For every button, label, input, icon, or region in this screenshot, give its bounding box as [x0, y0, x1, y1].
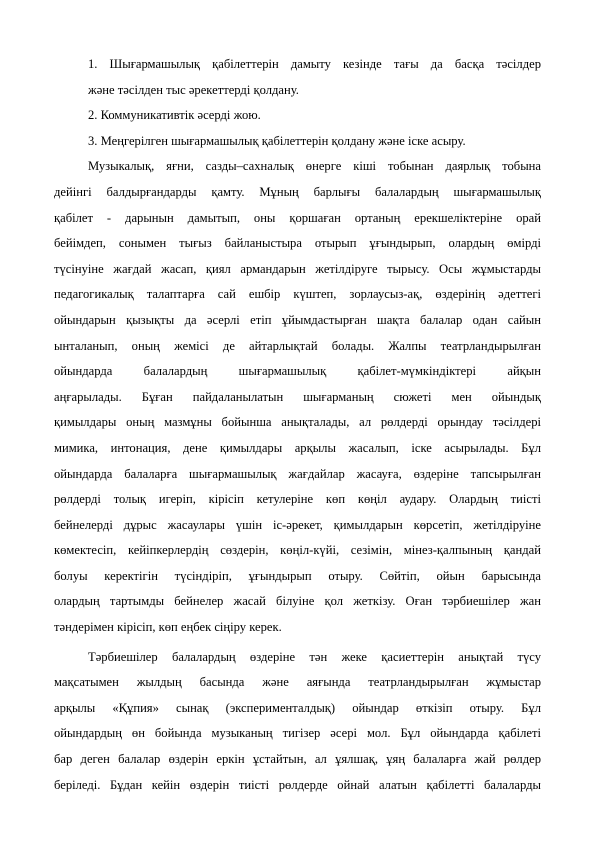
paragraph-2-line-2: мақсатымен жылдың басында және аяғында театрландырылған жұмыстар [54, 675, 541, 690]
paragraph-1-line-2: дейінгі балдырғандарды қамту. Мұның барлығы балалардың шығармашылық [54, 184, 541, 199]
paragraph-1-line-8: ынталанып, оның жемісі де айтарлықтай болады. Жалпы театрландырылған [54, 338, 541, 353]
list-item-1-line-2: және тәсілден тыс әрекеттерді қолдану. [88, 82, 299, 97]
paragraph-1-line-14: рөлдерді толық игеріп, кірісіп кетулеріне көп көңіл аудару. Олардың тиісті [54, 492, 541, 507]
paragraph-1-line-13: ойындарда балаларға шығармашылық жағдайлар жасауға, өздеріне тапсырылған [54, 466, 541, 481]
paragraph-1-line-15: бейнелерді дұрыс жасаулары үшін іс-әрекет, қимылдарын көрсетіп, жетілдіруіне [54, 517, 541, 532]
paragraph-1-line-1: Музыкалық, яғни, сазды–сахналық өнерге кіші тобынан даярлық тобына [88, 159, 541, 174]
paragraph-1-line-10: аңғарылады. Бұған пайдаланылатын шығарманың сюжеті мен ойындық [54, 389, 541, 404]
paragraph-1-line-5: түсінуіне жағдай жасап, қиял армандарын жетілдіруге тырысу. Осы жұмыстарды [54, 261, 541, 276]
list-item [88, 52, 541, 103]
list-item [88, 129, 541, 155]
list-item-2-line-1: 2. Коммуникативтік әсерді жою. [88, 108, 261, 123]
list-item [88, 103, 541, 129]
paragraph-1-line-7: ойындарын қызықты да әсерлі етіп ұйымдастырған шақта балалар одан сайын [54, 312, 541, 327]
paragraph-1-line-4: бейімдеп, сонымен тығыз байланыстыра отырып ұғындырып, олардың өмірді [54, 236, 541, 251]
paragraph-1-line-17: болуы керектігін түсіндіріп, ұғындырып отыру. Сөйтіп, ойын барысында [54, 568, 541, 583]
paragraph-1-line-18: олардың тартымды бейнелер жасай білуіне қол жеткізу. Оған тәрбиешілер жан [54, 594, 541, 609]
paragraph [54, 154, 541, 640]
paragraph-1-line-12: мимика, интонация, дене қимылдары арқылы жасалып, іске асырылады. Бұл [54, 440, 541, 455]
paragraph-2-line-4: ойындардың өн бойында музыканың тигізер әсері мол. Бұл ойындарда қабілеті [54, 726, 541, 741]
list-item-1-line-1: 1. Шығармашылық қабілеттерін дамыту кезінде тағы да басқа тәсілдер [88, 57, 541, 71]
paragraph-1-line-16: көмектесіп, кейіпкерлердің сөздерін, көңіл-күйі, сезімін, мінез-қалпының қандай [54, 543, 541, 558]
paragraph-2-line-3: арқылы «Құпия» сынақ (эксперименталдық) ойындар өткізіп отыру. Бұл [54, 700, 541, 715]
paragraph-2-line-5: бар деген балалар өздерін еркін ұстайтын, ал ұялшақ, ұяң балаларға жай рөлдер [54, 752, 541, 767]
paragraph [54, 645, 541, 799]
paragraph-1-line-6: педагогикалық талаптарға сай ешбір күштеп, зорлаусыз-ақ, өздерінің әдеттегі [54, 287, 541, 302]
paragraph-1-line-11: қимылдары оның мазмұны бойынша анықталады, ал рөлдерді орындау тәсілдері [54, 415, 541, 430]
paragraph-1-line-3: қабілет - дарынын дамытып, оны қоршаған ортаның ерекшеліктеріне орай [54, 210, 541, 225]
list-item-3-line-1: 3. Меңгерілген шығармашылық қабілеттерін қолдану және іске асыру. [88, 133, 466, 148]
paragraph-1-line-19: тәндерімен кірісіп, көп еңбек сіңіру керек. [54, 620, 282, 635]
paragraph-2-line-6: беріледі. Бұдан кейін өздерін тиісті рөлдерде ойнай алатын қабілетті балаларды [54, 777, 541, 792]
paragraph-1-line-9: ойындарда балалардың шығармашылық қабілет-мүмкіндіктері айқын [54, 364, 541, 379]
paragraph-2-line-1: Тәрбиешілер балалардың өздеріне тән жеке қасиеттерін анықтай түсу [88, 649, 541, 664]
